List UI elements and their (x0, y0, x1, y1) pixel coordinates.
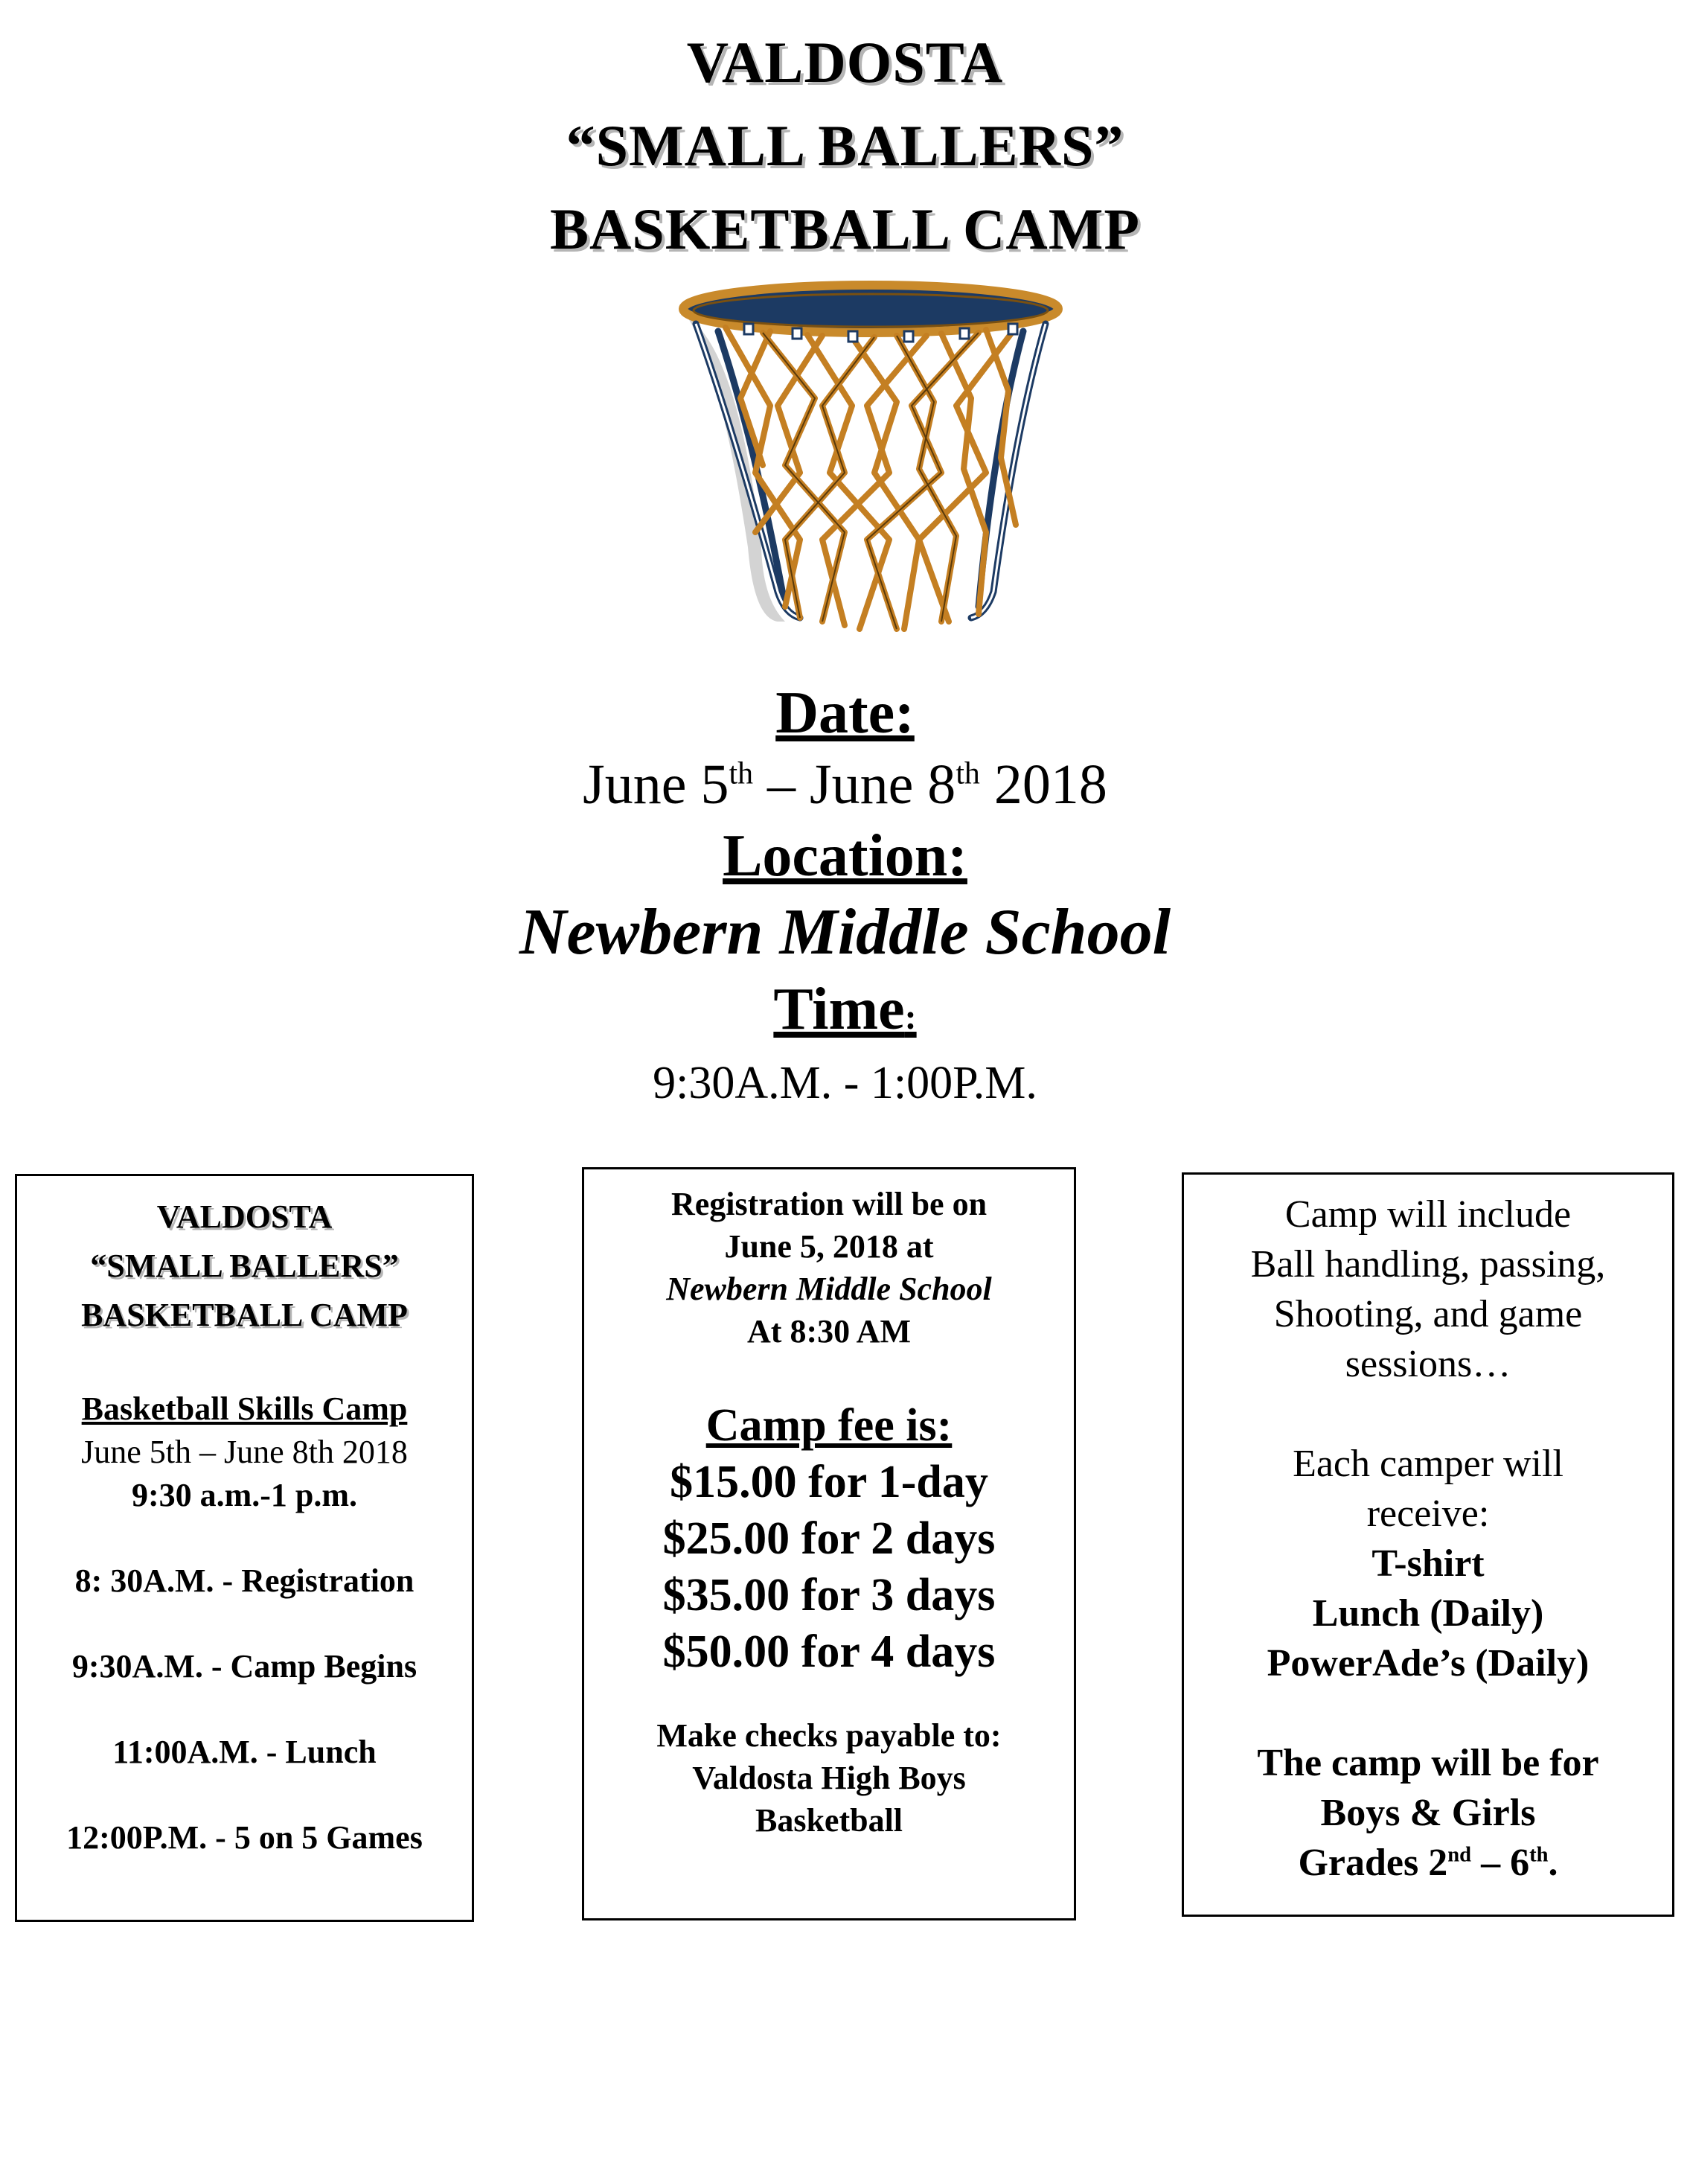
includes-line: Shooting, and game (1273, 1293, 1583, 1335)
page-title (0, 21, 1690, 271)
receive-item: T-shirt (1371, 1542, 1485, 1585)
fee-item: $15.00 for 1-day (670, 1457, 988, 1507)
registration-line-1: Registration will be on (670, 1186, 988, 1222)
grades-line: Grades 2nd – 6th. (1298, 1842, 1558, 1884)
location-value: Newbern Middle School (519, 896, 1171, 968)
audience-line-1: The camp will be for (1257, 1742, 1599, 1784)
box-title-line-1: VALDOSTA (156, 1198, 333, 1235)
receive-line: receive: (1366, 1492, 1490, 1535)
time-label: Time: (773, 977, 917, 1042)
checks-line-2: Valdosta High Boys (692, 1760, 966, 1796)
includes-line: Ball handling, passing, (1250, 1243, 1606, 1286)
registration-place: Newbern Middle School (666, 1271, 992, 1307)
box-title-line-3: BASKETBALL CAMP (81, 1297, 408, 1333)
registration-fee-box (582, 1167, 1076, 1920)
schedule-item: 8: 30A.M. - Registration (74, 1562, 415, 1599)
schedule-item: 11:00A.M. - Lunch (112, 1734, 377, 1770)
fee-item: $25.00 for 2 days (662, 1513, 996, 1564)
camp-includes-box (1182, 1172, 1674, 1917)
date-value: June 5th – June 8th 2018 (583, 753, 1107, 816)
date-label: Date: (775, 680, 915, 746)
location-label: Location: (723, 823, 967, 889)
camp-schedule-box (15, 1174, 474, 1922)
camp-dates: June 5th – June 8th 2018 (81, 1434, 408, 1470)
checks-payable (584, 1714, 1074, 1842)
basketball-hoop-icon (673, 279, 1068, 651)
includes-line: sessions… (1345, 1343, 1511, 1385)
camp-hours: 9:30 a.m.-1 p.m. (131, 1477, 358, 1513)
checks-line-3: Basketball (755, 1802, 903, 1839)
schedule-item: 9:30A.M. - Camp Begins (71, 1648, 417, 1685)
box-title-line-2: “SMALL BALLERS” (90, 1248, 399, 1284)
receive-line: Each camper will (1293, 1443, 1563, 1485)
includes-line: Camp will include (1284, 1193, 1572, 1236)
title-line-3: BASKETBALL CAMP (550, 197, 1140, 261)
time-value: 9:30A.M. - 1:00P.M. (653, 1058, 1037, 1108)
registration-time: At 8:30 AM (747, 1313, 911, 1350)
fee-item: $50.00 for 4 days (662, 1626, 996, 1677)
fee-item: $35.00 for 3 days (662, 1570, 996, 1621)
title-line-2: “SMALL BALLERS” (566, 113, 1124, 178)
receive-item: Lunch (Daily) (1312, 1592, 1544, 1635)
title-line-1: VALDOSTA (686, 30, 1004, 95)
event-details (0, 677, 1690, 1113)
audience-line-2: Boys & Girls (1320, 1792, 1536, 1834)
registration-line-2: June 5, 2018 at (724, 1228, 934, 1265)
skills-camp-heading: Basketball Skills Camp (81, 1390, 408, 1427)
schedule-item: 12:00P.M. - 5 on 5 Games (66, 1819, 423, 1856)
checks-line-1: Make checks payable to: (656, 1717, 1002, 1754)
receive-item: PowerAde’s (Daily) (1267, 1642, 1590, 1685)
fee-heading: Camp fee is: (705, 1400, 953, 1451)
